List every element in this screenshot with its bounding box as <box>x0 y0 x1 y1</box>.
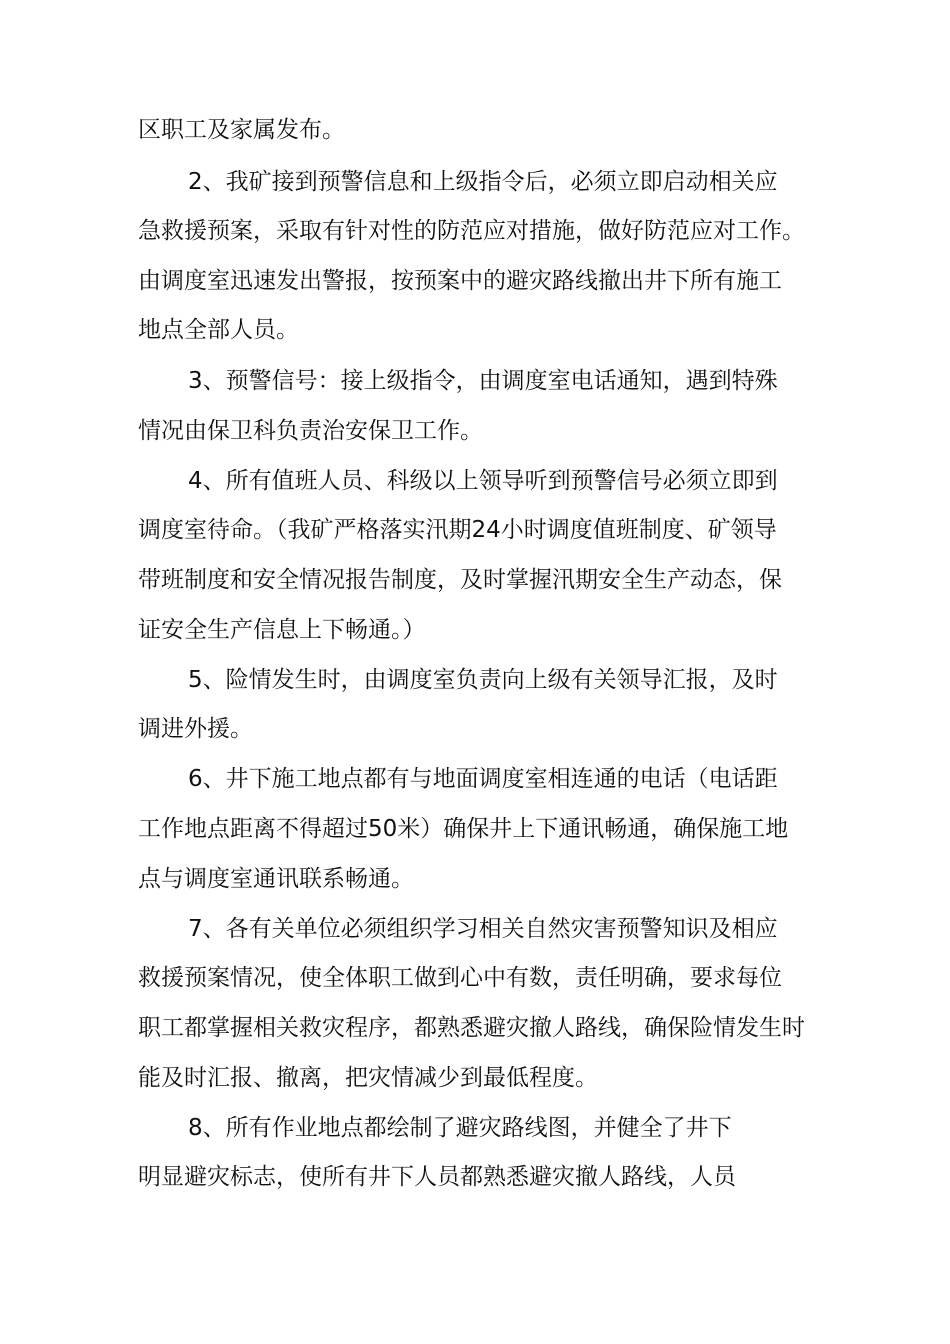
text-line: 调度室待命。（我矿严格落实汛期24小时调度值班制度、矿领导 <box>138 517 777 543</box>
text-line: 地点全部人员。 <box>138 317 299 343</box>
paragraph-8-line-1: 8、所有作业地点都绘制了避灾路线图，并健全了井下 <box>188 1115 732 1141</box>
text-line: 工作地点距离不得超过50米）确保井上下通讯畅通，确保施工地 <box>138 816 789 842</box>
text-line: 职工都掌握相关救灾程序，都熟悉避灾撤人路线，确保险情发生时 <box>138 1015 805 1041</box>
paragraph-5-line-1: 5、险情发生时，由调度室负责向上级有关领导汇报，及时 <box>188 667 778 693</box>
text-line: 由调度室迅速发出警报，按预案中的避灾路线撤出井下所有施工 <box>138 268 782 294</box>
text-line: 证安全生产信息上下畅通。） <box>138 617 426 643</box>
text-line: 区职工及家属发布。 <box>138 117 345 143</box>
paragraph-2-line-1: 2、我矿接到预警信息和上级指令后，必须立即启动相关应 <box>188 169 778 195</box>
paragraph-7-line-1: 7、各有关单位必须组织学习相关自然灾害预警知识及相应 <box>188 916 778 942</box>
text-line: 能及时汇报、撤离，把灾情减少到最低程度。 <box>138 1065 598 1091</box>
text-line: 带班制度和安全情况报告制度，及时掌握汛期安全生产动态，保 <box>138 567 782 593</box>
paragraph-3-line-1: 3、预警信号：接上级指令，由调度室电话通知，遇到特殊 <box>188 368 778 394</box>
text-line: 情况由保卫科负责治安保卫工作。 <box>138 418 483 444</box>
paragraph-6-line-1: 6、井下施工地点都有与地面调度室相连通的电话（电话距 <box>188 766 778 792</box>
text-line: 救援预案情况，使全体职工做到心中有数，责任明确，要求每位 <box>138 965 782 991</box>
text-line: 调进外援。 <box>138 716 253 742</box>
text-line: 明显避灾标志，使所有井下人员都熟悉避灾撤人路线，人员 <box>138 1164 736 1190</box>
text-line: 急救援预案，采取有针对性的防范应对措施，做好防范应对工作。 <box>138 218 805 244</box>
paragraph-4-line-1: 4、所有值班人员、科级以上领导听到预警信号必须立即到 <box>188 468 778 494</box>
text-line: 点与调度室通讯联系畅通。 <box>138 866 414 892</box>
